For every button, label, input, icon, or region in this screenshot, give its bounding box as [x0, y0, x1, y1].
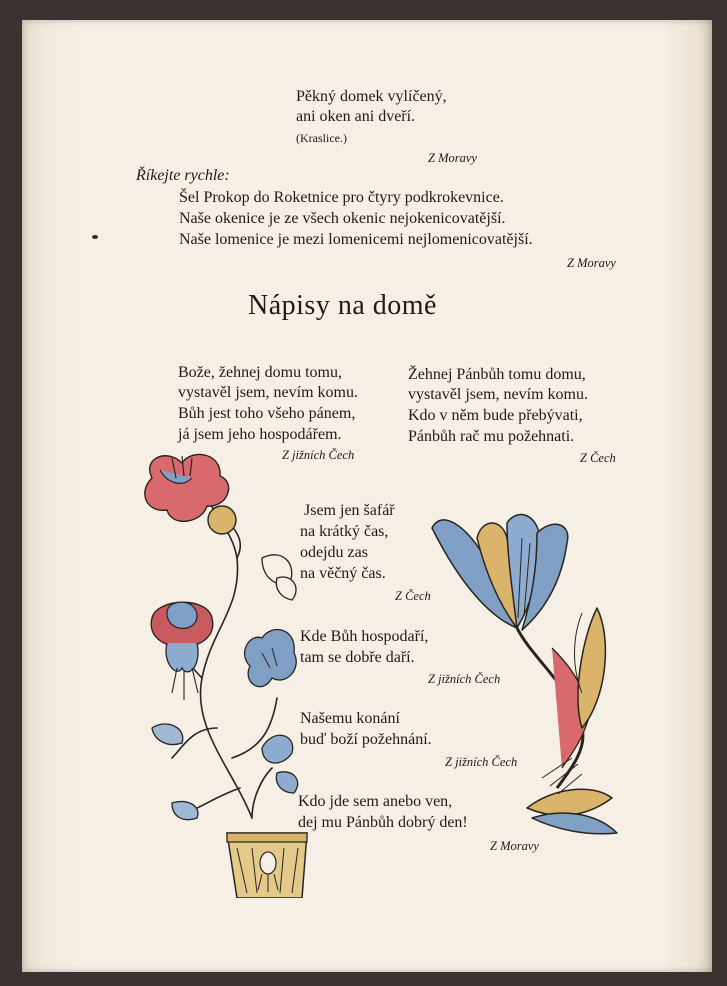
verse5-source: Z jižních Čech — [445, 755, 518, 769]
riddle-line-1: Pěkný domek vylíčený, — [296, 88, 447, 105]
verse3-line-2: na krátký čas, — [300, 523, 389, 540]
twister-line-3: Naše lomenice je mezi lomenicemi nejlomenicovatější. — [179, 231, 533, 248]
riddle-source: Z Moravy — [428, 151, 477, 165]
verse1-line-3: Bůh jest toho všeho pánem, — [178, 405, 356, 422]
tulip-illustration — [422, 498, 622, 838]
flower-pot-illustration — [112, 428, 312, 898]
verse6-line-1: Kdo jde sem anebo ven, — [298, 793, 453, 810]
verse6-source: Z Moravy — [490, 839, 539, 853]
twister-line-2: Naše okenice je ze všech okenic nejokenicovatější. — [179, 210, 506, 227]
section-title: Nápisy na domě — [248, 290, 437, 321]
twisters-heading: Říkejte rychle: — [136, 167, 230, 184]
verse3-line-4: na věčný čas. — [300, 565, 386, 582]
verse3-source: Z Čech — [395, 589, 431, 603]
verse3-line-3: odejdu zas — [300, 544, 368, 561]
book-page — [22, 20, 712, 972]
twister-line-1: Šel Prokop do Roketnice pro čtyry podkrokevnice. — [179, 189, 504, 206]
verse1-source: Z jižních Čech — [282, 448, 355, 462]
verse4-source: Z jižních Čech — [428, 672, 501, 686]
verse1-line-1: Bože, žehnej domu tomu, — [178, 364, 342, 381]
verse3-line-1: Jsem jen šafář — [304, 502, 395, 519]
verse5-line-1: Našemu konání — [300, 710, 400, 727]
verse4-line-1: Kde Bůh hospodaří, — [300, 628, 429, 645]
verse1-line-4: já jsem jeho hospodářem. — [178, 426, 342, 443]
verse2-line-2: vystavěl jsem, nevím komu. — [408, 386, 588, 403]
verse2-line-3: Kdo v něm bude přebývati, — [408, 407, 583, 424]
verse6-line-2: dej mu Pánbůh dobrý den! — [298, 814, 468, 831]
red-flower — [145, 454, 236, 534]
verse2-line-4: Pánbůh rač mu požehnati. — [408, 428, 575, 445]
twisters-source: Z Moravy — [567, 256, 616, 270]
blue-flower — [245, 630, 297, 687]
verse4-line-2: tam se dobře daří. — [300, 649, 415, 666]
verse1-line-2: vystavěl jsem, nevím komu. — [178, 384, 358, 401]
verse2-line-1: Žehnej Pánbůh tomu domu, — [408, 366, 586, 383]
flower-pot — [227, 833, 307, 898]
ink-speck — [92, 235, 98, 239]
fuchsia-flower — [151, 602, 213, 700]
riddle-line-2: ani oken ani dveří. — [296, 108, 416, 125]
verse5-line-2: buď boží požehnání. — [300, 731, 432, 748]
verse2-source: Z Čech — [580, 451, 616, 465]
riddle-answer: (Kraslice.) — [296, 131, 347, 145]
